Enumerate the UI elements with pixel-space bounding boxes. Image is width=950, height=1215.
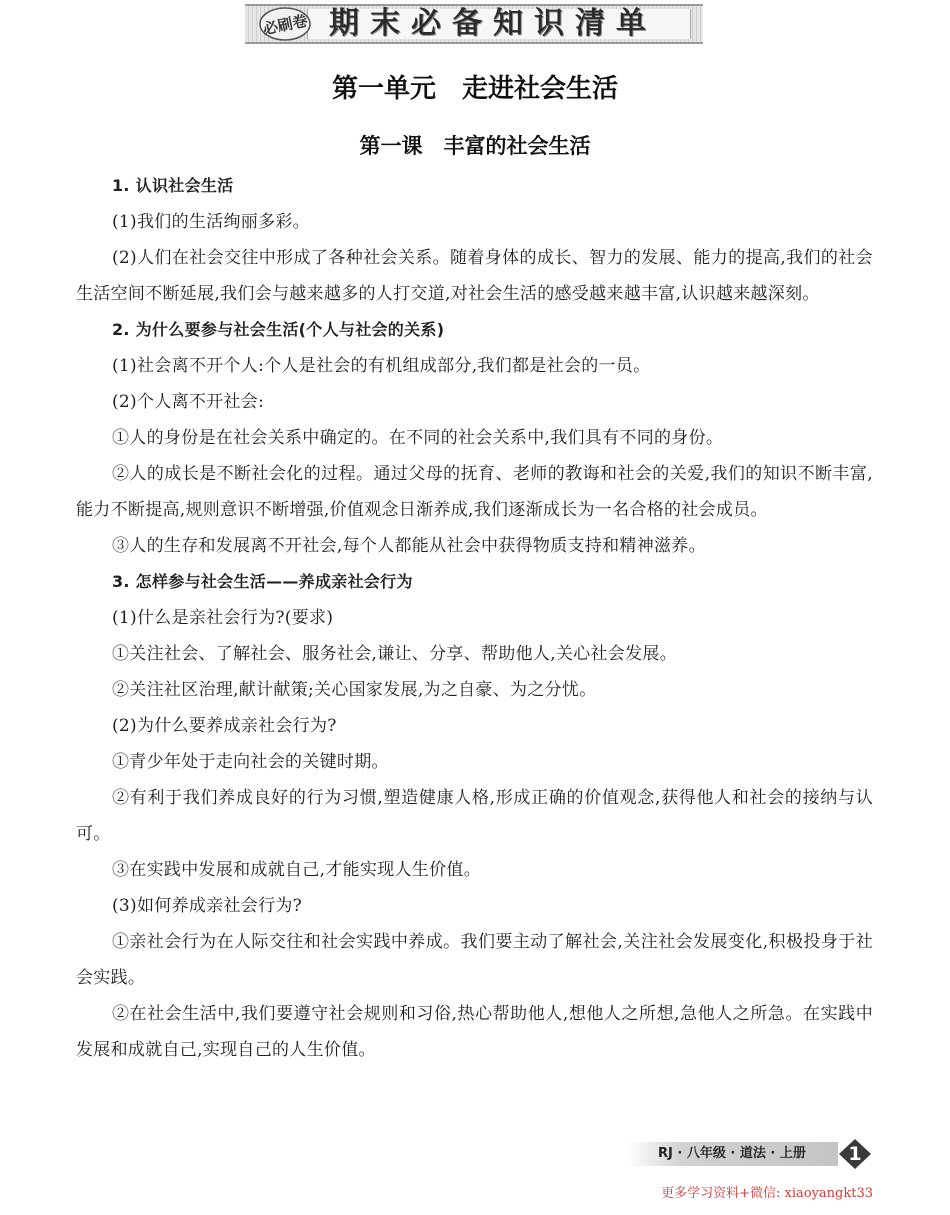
watermark-text: 更多学习资料+微信: xiaoyangkt33 — [661, 1186, 873, 1201]
paragraph: (3)如何养成亲社会行为? — [112, 896, 303, 916]
paragraph: ①关注社会、了解社会、服务社会,谦让、分享、帮助他人,关心社会发展。 — [112, 644, 678, 664]
page-number: 1 — [848, 1143, 862, 1165]
paragraph: ②在社会生活中,我们要遵守社会规则和习俗,热心帮助他人,想他人之所想,急他人之所急。在实践中发展和成就自己,实现自己的人生价值。 — [76, 1004, 873, 1060]
paragraph: 2. 为什么要参与社会生活(个人与社会的关系) — [112, 320, 445, 339]
banner-title: 期末必备知识清单 — [329, 6, 657, 41]
paragraph: (1)什么是亲社会行为?(要求) — [112, 608, 334, 628]
paragraph: ②人的成长是不断社会化的过程。通过父母的抚育、老师的教诲和社会的关爱,我们的知识不断丰富,能力不断提高,规则意识不断增强,价值观念日渐养成,我们逐渐成长为一名合格的社会成员。 — [76, 464, 873, 520]
paragraph: ②有利于我们养成良好的行为习惯,塑造健康人格,形成正确的价值观念,获得他人和社会的接纳与认可。 — [76, 788, 873, 844]
paragraph: ②关注社区治理,献计献策;关心国家发展,为之自豪、为之分忧。 — [112, 680, 597, 700]
paragraph: ③人的生存和发展离不开社会,每个人都能从社会中获得物质支持和精神滋养。 — [112, 536, 706, 556]
paragraph: (2)个人离不开社会: — [112, 392, 265, 412]
header-banner — [245, 4, 703, 44]
footer-book-label: RJ · 八年级 · 道法 · 上册 — [658, 1146, 806, 1161]
paragraph: 1. 认识社会生活 — [112, 176, 234, 195]
paragraph: ①亲社会行为在人际交往和社会实践中养成。我们要主动了解社会,关注社会发展变化,积极投身于社会实践。 — [76, 932, 873, 988]
knowledge-list — [76, 168, 873, 1068]
unit-title: 第一单元 走进社会生活 — [331, 74, 618, 104]
paragraph: 3. 怎样参与社会生活——养成亲社会行为 — [112, 572, 413, 591]
paragraph: (2)人们在社会交往中形成了各种社会关系。随着身体的成长、智力的发展、能力的提高,我们的社会生活空间不断延展,我们会与越来越多的人打交道,对社会生活的感受越来越丰富,认识越来越深刻。 — [76, 248, 873, 304]
page-number-badge — [838, 1138, 872, 1170]
badge-text: 必刷卷 — [261, 11, 310, 39]
paragraph: ③在实践中发展和成就自己,才能实现人生价值。 — [112, 860, 482, 880]
paragraph: ①青少年处于走向社会的关键时期。 — [112, 752, 389, 772]
paragraph: (1)我们的生活绚丽多彩。 — [112, 212, 310, 232]
bishuajuan-badge-icon — [259, 6, 311, 42]
paragraph: ①人的身份是在社会关系中确定的。在不同的社会关系中,我们具有不同的身份。 — [112, 428, 724, 448]
lesson-title: 第一课 丰富的社会生活 — [359, 134, 591, 158]
paragraph: (1)社会离不开个人:个人是社会的有机组成部分,我们都是社会的一员。 — [112, 356, 651, 376]
paragraph: (2)为什么要养成亲社会行为? — [112, 716, 337, 736]
footer-bar — [628, 1138, 874, 1170]
